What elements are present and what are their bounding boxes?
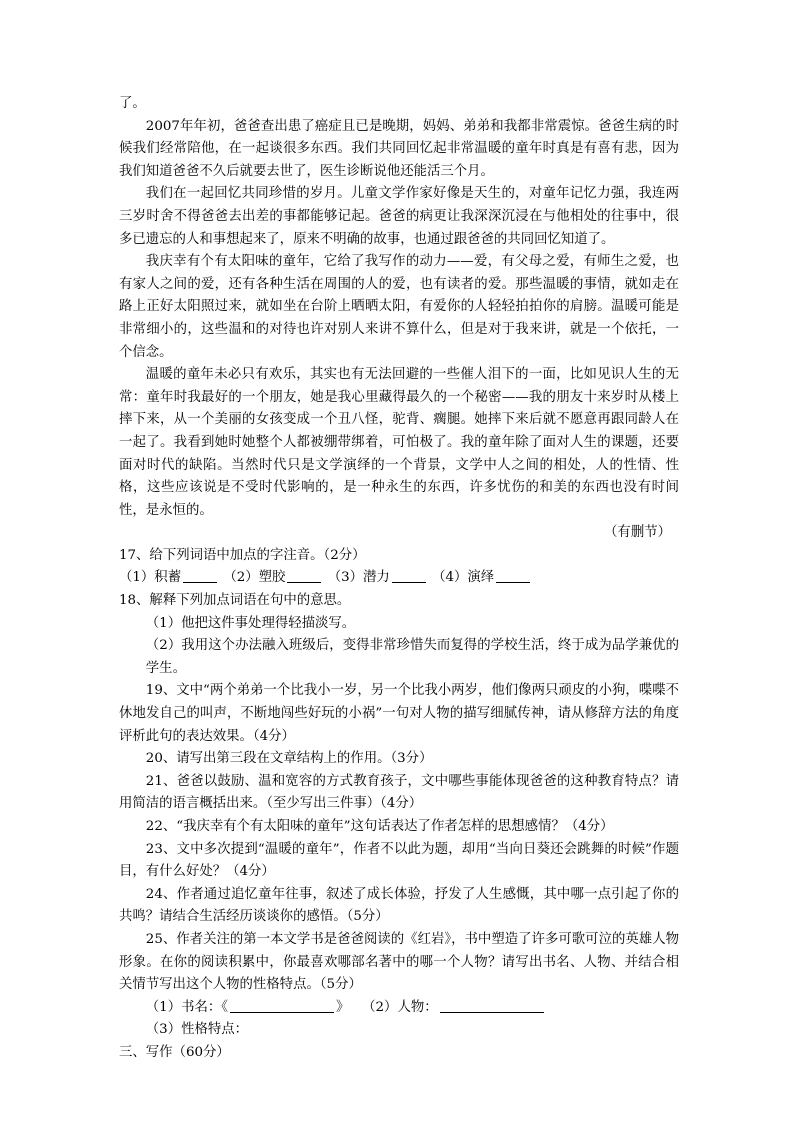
question-19: 19、文中“两个弟弟一个比我小一岁，另一个比我小两岁，他们像两只顽皮的小狗，喋喋不休地发自己的叫声，不断地闯些好玩的小祸”一句对人物的描写细腻传神，请从修辞方法的角度评析此句的表达效果。（4分） <box>119 683 679 744</box>
passage-paragraph-2: 我们在一起回忆共同珍惜的岁月。儿童文学作家好像是天生的，对童年记忆力强，我连两三岁时舍不得爸爸去出差的事都能够记起。爸爸的病更让我深深沉浸在与他相处的往事中，很多已遗忘的人和事想起来了，原来不明确的故事，也通过跟爸爸的共同回忆知道了。 <box>119 186 679 247</box>
question-22: 22、“我庆幸有个有太阳味的童年”这句话表达了作者怎样的思想感情？（4分） <box>145 819 614 834</box>
answer-blank[interactable] <box>287 568 321 583</box>
person-label: （2）人物： <box>362 999 438 1015</box>
passage-paragraph-3: 我庆幸有个有太阳味的童年，它给了我写作的动力——爱，有父母之爱，有师生之爱，也有家人之间的爱，还有各种生活在周围的人的爱，也有读者的爱。那些温暖的事情，就如走在路上正好太阳照过来，就如坐在台阶上晒晒太阳，有爱你的人轻轻拍拍你的肩膀。温暖可能是非常细小的，这些温和的对待也许对别人来讲不算什么，但是对于我来讲，就是一个依托，一个信念。 <box>119 254 679 360</box>
question-25-fill <box>119 997 679 1020</box>
question-20: 20、请写出第三段在文章结构上的作用。（3分） <box>145 751 433 767</box>
answer-blank[interactable] <box>183 568 217 583</box>
question-17-items <box>119 567 679 590</box>
answer-blank[interactable] <box>496 568 530 583</box>
question-18: 18、解释下列加点词语在句中的意思。 <box>119 593 351 609</box>
answer-blank[interactable] <box>392 568 426 583</box>
q17-item-2: （2）塑胶 <box>223 570 286 586</box>
passage-continuation: 了。 <box>119 96 146 111</box>
q17-item-4: （4）演绎 <box>432 570 495 586</box>
question-21: 21、爸爸以鼓励、温和宽容的方式教育孩子，文中哪些事能体现爸爸的这种教育特点？请用简洁的语言概括出来。（至少写出三件事）（4分） <box>119 773 679 812</box>
question-17: 17、给下列词语中加点的字注音。（2分） <box>119 547 366 563</box>
book-label: （1）书名：《 <box>145 999 228 1015</box>
passage-paragraph-1: 2007年年初，爸爸查出患了癌症且已是晚期，妈妈、弟弟和我都非常震惊。爸爸生病的时候我们经常陪他，在一起谈很多东西。我们共同回忆起非常温暖的童年时真是有喜有悲，因为我们知道爸爸不久后就要去世了，医生诊断说他还能活三个月。 <box>119 118 679 179</box>
q17-item-1: （1）积蓄 <box>119 570 182 586</box>
book-name-blank[interactable] <box>230 998 334 1013</box>
document-page <box>119 93 679 1065</box>
question-24: 24、作者通过追忆童年往事，叙述了成长体验，抒发了人生感慨，其中哪一点引起了你的共鸣？请结合生活经历谈谈你的感悟。（5分） <box>119 886 679 925</box>
book-close: 》 <box>335 999 350 1015</box>
abridged-note: （有删节） <box>604 525 671 541</box>
section-3-heading: 三、写作（60分） <box>119 1044 230 1060</box>
question-25: 25、作者关注的第一本文学书是爸爸阅读的《红岩》，书中塑造了许多可歌可泣的英雄人物形象。在你的阅读积累中，你最喜欢哪部名著中的哪一个人物？请写出书名、人物、并结合相关情节写出这个人物的性格特点。（5分） <box>119 931 679 993</box>
question-23: 23、文中多次提到“温暖的童年”，作者不以此为题，却用“当向日葵还会跳舞的时候”作题目，有什么好处？（4分） <box>119 841 679 880</box>
question-18-1: （1）他把这件事处理得轻描淡写。 <box>145 615 356 631</box>
q17-item-3: （3）潜力 <box>327 570 390 586</box>
passage-paragraph-4: 温暖的童年未必只有欢乐，其实也有无法回避的一些催人泪下的一面，比如见识人生的无常：童年时我最好的一个朋友，她是我心里藏得最久的一个秘密——我的朋友十来岁时从楼上摔下来，从一个美丽的女孩变成一个丑八怪，驼背、瘸腿。她摔下来后就不愿意再跟同龄人在一起了。我看到她时她整个人都被绷带绑着，可怕极了。我的童年除了面对人生的课题，还要面对时代的缺陷。当然时代只是文学演绎的一个背景，文学中人之间的相处，人的性情、性格，这些应该说是不受时代影响的，是一种永生的东西，许多忧伤的和美的东西也没有时间性，是永恒的。 <box>119 367 679 518</box>
question-18-2: （2）我用这个办法融入班级后，变得非常珍惜失而复得的学校生活，终于成为品学兼优的学生。 <box>145 638 679 676</box>
question-25-trait: （3）性格特点： <box>145 1022 249 1038</box>
person-blank[interactable] <box>440 998 544 1013</box>
